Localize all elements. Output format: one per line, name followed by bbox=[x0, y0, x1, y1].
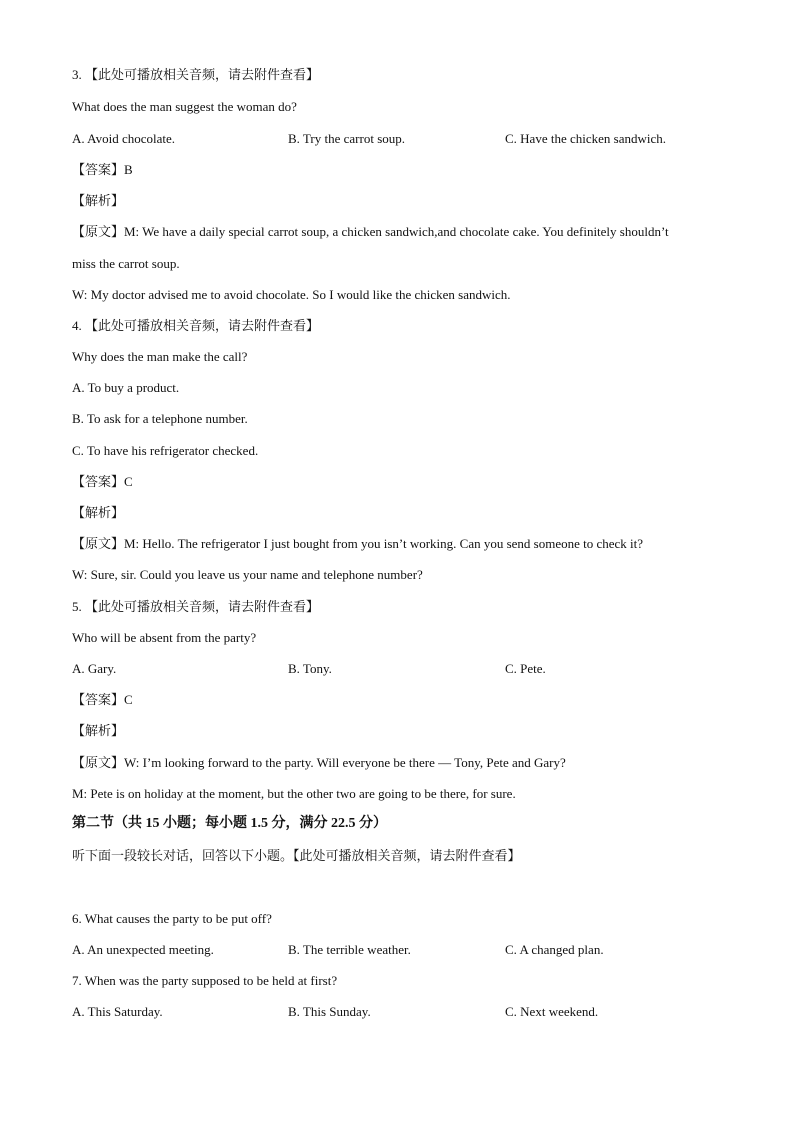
q7-question: 7. When was the party supposed to be held at first? bbox=[72, 973, 338, 988]
q4-option-b: B. To ask for a telephone number. bbox=[72, 411, 248, 426]
q4-option-a: A. To buy a product. bbox=[72, 380, 180, 395]
q4-answer: 【答案】C bbox=[72, 474, 133, 489]
q5-analysis: 【解析】 bbox=[72, 723, 125, 738]
q3-transcript-line-2: miss the carrot soup. bbox=[72, 256, 180, 271]
q4-option-c: C. To have his refrigerator checked. bbox=[72, 443, 259, 458]
q3-transcript-line-3: W: My doctor advised me to avoid chocolate. So I would like the chicken sandwich. bbox=[72, 287, 511, 302]
q6-option-a: A. An unexpected meeting. bbox=[72, 942, 214, 957]
q3-option-b: B. Try the carrot soup. bbox=[288, 131, 405, 146]
section-2-heading: 第二节（共 15 小题；每小题 1.5 分，满分 22.5 分） bbox=[72, 816, 387, 831]
q4-question: Why does the man make the call? bbox=[72, 349, 248, 364]
q3-transcript-line-1: 【原文】M: We have a daily special carrot soup, a chicken sandwich,and chocolate cake. You definitely shouldn’t bbox=[72, 224, 669, 239]
q5-option-a: A. Gary. bbox=[72, 661, 117, 676]
q3-option-a: A. Avoid chocolate. bbox=[72, 131, 176, 146]
q3-stem: 3. 【此处可播放相关音频，请去附件查看】 bbox=[72, 67, 320, 82]
q4-transcript-line-1: 【原文】M: Hello. The refrigerator I just bought from you isn’t working. Can you send someone to check it? bbox=[72, 536, 644, 551]
q4-analysis: 【解析】 bbox=[72, 505, 125, 520]
q4-stem: 4. 【此处可播放相关音频，请去附件查看】 bbox=[72, 318, 320, 333]
q3-answer: 【答案】B bbox=[72, 162, 133, 177]
q3-option-c: C. Have the chicken sandwich. bbox=[505, 131, 667, 146]
q5-stem: 5. 【此处可播放相关音频，请去附件查看】 bbox=[72, 599, 320, 614]
section-2-instruction: 听下面一段较长对话，回答以下小题。【此处可播放相关音频，请去附件查看】 bbox=[72, 848, 521, 863]
q6-question: 6. What causes the party to be put off? bbox=[72, 911, 272, 926]
q5-question: Who will be absent from the party? bbox=[72, 630, 257, 645]
q3-analysis: 【解析】 bbox=[72, 193, 125, 208]
q5-option-b: B. Tony. bbox=[288, 661, 332, 676]
q6-option-c: C. A changed plan. bbox=[505, 942, 604, 957]
q5-transcript-line-2: M: Pete is on holiday at the moment, but the other two are going to be there, for sure. bbox=[72, 786, 516, 801]
q3-question: What does the man suggest the woman do? bbox=[72, 99, 297, 114]
q4-transcript-line-2: W: Sure, sir. Could you leave us your name and telephone number? bbox=[72, 567, 423, 582]
q6-option-b: B. The terrible weather. bbox=[288, 942, 411, 957]
q7-option-b: B. This Sunday. bbox=[288, 1004, 371, 1019]
q5-option-c: C. Pete. bbox=[505, 661, 546, 676]
q7-option-a: A. This Saturday. bbox=[72, 1004, 163, 1019]
q5-transcript-line-1: 【原文】W: I’m looking forward to the party. Will everyone be there — Tony, Pete and Gary? bbox=[72, 755, 566, 770]
q7-option-c: C. Next weekend. bbox=[505, 1004, 599, 1019]
q5-answer: 【答案】C bbox=[72, 692, 133, 707]
